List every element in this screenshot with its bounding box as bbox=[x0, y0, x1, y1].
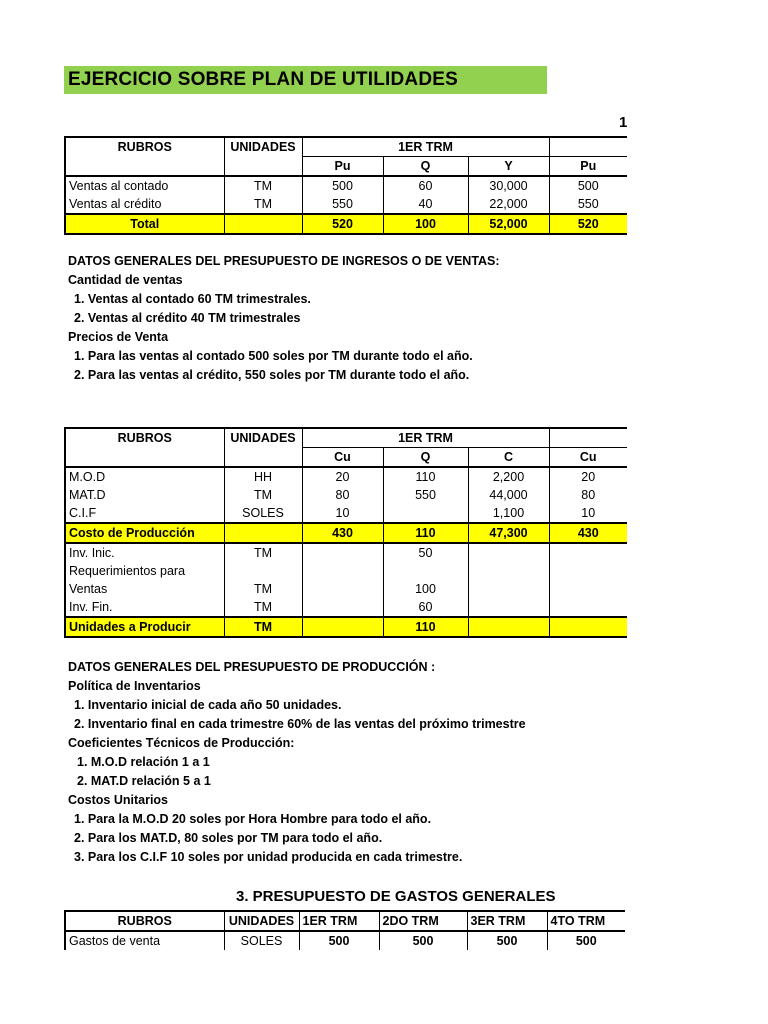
row-cu-next: 80 bbox=[549, 486, 627, 504]
row-q: 110 bbox=[383, 467, 468, 486]
row-1er-trm: 500 bbox=[299, 931, 379, 950]
row-cu-next: 20 bbox=[549, 467, 627, 486]
section-heading: DATOS GENERALES DEL PRESUPUESTO DE PRODUCCIÓN : bbox=[68, 660, 436, 674]
header-unidades: UNIDADES bbox=[224, 137, 302, 157]
row-unidad: HH bbox=[224, 467, 302, 486]
row-c: 1,100 bbox=[468, 504, 549, 523]
general-expenses-table bbox=[64, 910, 625, 950]
total-unidad bbox=[224, 214, 302, 234]
header-y: Y bbox=[468, 157, 549, 177]
production-general-data bbox=[68, 658, 526, 867]
table-row bbox=[65, 931, 625, 950]
sales-general-data bbox=[68, 252, 500, 385]
header-cu: Cu bbox=[302, 448, 383, 468]
list-item: 3. Para los C.I.F 10 soles por unidad producida en cada trimestre. bbox=[74, 850, 463, 864]
header-q: Q bbox=[383, 448, 468, 468]
row-cu: 10 bbox=[302, 504, 383, 523]
total-pu-next: 520 bbox=[549, 214, 627, 234]
row-rubro: Ventas bbox=[65, 580, 224, 598]
cost-c: 47,300 bbox=[468, 523, 549, 543]
table-row bbox=[65, 486, 627, 504]
table-row bbox=[65, 176, 627, 195]
row-q: 50 bbox=[383, 543, 468, 562]
row-cu: 20 bbox=[302, 467, 383, 486]
row-2do-trm: 500 bbox=[379, 931, 467, 950]
table-row bbox=[65, 580, 627, 598]
header-4to-trm: 4TO TRM bbox=[547, 911, 625, 931]
total-pu: 520 bbox=[302, 214, 383, 234]
production-cost-row bbox=[65, 523, 627, 543]
list-item: 1. Para las ventas al contado 500 soles por TM durante todo el año. bbox=[74, 349, 473, 363]
section-3-title: 3. PRESUPUESTO DE GASTOS GENERALES bbox=[236, 888, 556, 905]
row-pu: 500 bbox=[302, 176, 383, 195]
header-pu-next: Pu bbox=[549, 157, 627, 177]
list-item: 1. M.O.D relación 1 a 1 bbox=[77, 755, 210, 769]
row-pu-next: 500 bbox=[549, 176, 627, 195]
row-unidad: TM bbox=[224, 543, 302, 562]
header-period: 1ER TRM bbox=[302, 137, 549, 157]
row-rubro: Ventas al contado bbox=[65, 176, 224, 195]
section-heading: DATOS GENERALES DEL PRESUPUESTO DE INGRESOS O DE VENTAS: bbox=[68, 254, 500, 268]
list-item: 2. Para las ventas al crédito, 550 soles por TM durante todo el año. bbox=[74, 368, 470, 382]
row-q bbox=[383, 562, 468, 580]
cost-q: 110 bbox=[383, 523, 468, 543]
row-unidad: SOLES bbox=[224, 931, 299, 950]
total-y: 52,000 bbox=[468, 214, 549, 234]
production-budget-table bbox=[64, 427, 627, 638]
list-item: 1. Inventario inicial de cada año 50 unidades. bbox=[74, 698, 342, 712]
units-to-produce-row bbox=[65, 617, 627, 637]
header-rubros: RUBROS bbox=[65, 911, 224, 931]
header-1er-trm: 1ER TRM bbox=[299, 911, 379, 931]
row-unidad: TM bbox=[224, 195, 302, 214]
cost-cu: 430 bbox=[302, 523, 383, 543]
table-row bbox=[65, 195, 627, 214]
header-rubros: RUBROS bbox=[65, 137, 224, 157]
subheading: Cantidad de ventas bbox=[68, 273, 183, 287]
header-pu: Pu bbox=[302, 157, 383, 177]
row-rubro: Ventas al crédito bbox=[65, 195, 224, 214]
row-c: 2,200 bbox=[468, 467, 549, 486]
row-q: 60 bbox=[383, 176, 468, 195]
cost-cu-next: 430 bbox=[549, 523, 627, 543]
row-q: 100 bbox=[383, 580, 468, 598]
page-title: EJERCICIO SOBRE PLAN DE UTILIDADES bbox=[64, 66, 547, 94]
units-q: 110 bbox=[383, 617, 468, 637]
cost-unidad bbox=[224, 523, 302, 543]
header-cu-next: Cu bbox=[549, 448, 627, 468]
table-row bbox=[65, 598, 627, 617]
list-item: 2. Para los MAT.D, 80 soles por TM para todo el año. bbox=[74, 831, 383, 845]
row-unidad: TM bbox=[224, 176, 302, 195]
table-row bbox=[65, 562, 627, 580]
subheading: Precios de Venta bbox=[68, 330, 169, 344]
row-pu: 550 bbox=[302, 195, 383, 214]
subheading: Coeficientes Técnicos de Producción: bbox=[68, 736, 295, 750]
header-rubros: RUBROS bbox=[65, 428, 224, 448]
cost-label: Costo de Producción bbox=[65, 523, 224, 543]
list-item: 1. Ventas al contado 60 TM trimestrales. bbox=[74, 292, 311, 306]
row-rubro: Inv. Inic. bbox=[65, 543, 224, 562]
table-row bbox=[65, 467, 627, 486]
row-unidad: TM bbox=[224, 598, 302, 617]
row-4to-trm: 500 bbox=[547, 931, 625, 950]
row-q: 60 bbox=[383, 598, 468, 617]
header-period: 1ER TRM bbox=[302, 428, 549, 448]
header-q: Q bbox=[383, 157, 468, 177]
row-y: 22,000 bbox=[468, 195, 549, 214]
row-c: 44,000 bbox=[468, 486, 549, 504]
total-q: 100 bbox=[383, 214, 468, 234]
row-3er-trm: 500 bbox=[467, 931, 547, 950]
row-cu: 80 bbox=[302, 486, 383, 504]
table-row bbox=[65, 504, 627, 523]
header-2do-trm: 2DO TRM bbox=[379, 911, 467, 931]
total-label: Total bbox=[65, 214, 224, 234]
row-rubro: Requerimientos para bbox=[65, 562, 224, 580]
list-item: 2. MAT.D relación 5 a 1 bbox=[77, 774, 211, 788]
header-3er-trm: 3ER TRM bbox=[467, 911, 547, 931]
subheading: Política de Inventarios bbox=[68, 679, 201, 693]
list-item: 2. Inventario final en cada trimestre 60% de las ventas del próximo trimestre bbox=[74, 717, 526, 731]
row-unidad: TM bbox=[224, 486, 302, 504]
header-unidades: UNIDADES bbox=[224, 428, 302, 448]
header-unidades: UNIDADES bbox=[224, 911, 299, 931]
row-pu-next: 550 bbox=[549, 195, 627, 214]
row-rubro: C.I.F bbox=[65, 504, 224, 523]
row-q bbox=[383, 504, 468, 523]
row-unidad: TM bbox=[224, 580, 302, 598]
header-c: C bbox=[468, 448, 549, 468]
units-unidad: TM bbox=[224, 617, 302, 637]
total-row bbox=[65, 214, 627, 234]
row-rubro: Gastos de venta bbox=[65, 931, 224, 950]
row-rubro: M.O.D bbox=[65, 467, 224, 486]
row-unidad bbox=[224, 562, 302, 580]
units-label: Unidades a Producir bbox=[65, 617, 224, 637]
subheading: Costos Unitarios bbox=[68, 793, 169, 807]
page-marker: 1 bbox=[619, 114, 628, 131]
row-q: 550 bbox=[383, 486, 468, 504]
sales-budget-table bbox=[64, 136, 627, 235]
row-unidad: SOLES bbox=[224, 504, 302, 523]
row-y: 30,000 bbox=[468, 176, 549, 195]
row-rubro: MAT.D bbox=[65, 486, 224, 504]
list-item: 2. Ventas al crédito 40 TM trimestrales bbox=[74, 311, 301, 325]
row-cu-next: 10 bbox=[549, 504, 627, 523]
row-rubro: Inv. Fin. bbox=[65, 598, 224, 617]
row-q: 40 bbox=[383, 195, 468, 214]
table-row bbox=[65, 543, 627, 562]
list-item: 1. Para la M.O.D 20 soles por Hora Hombre para todo el año. bbox=[74, 812, 432, 826]
